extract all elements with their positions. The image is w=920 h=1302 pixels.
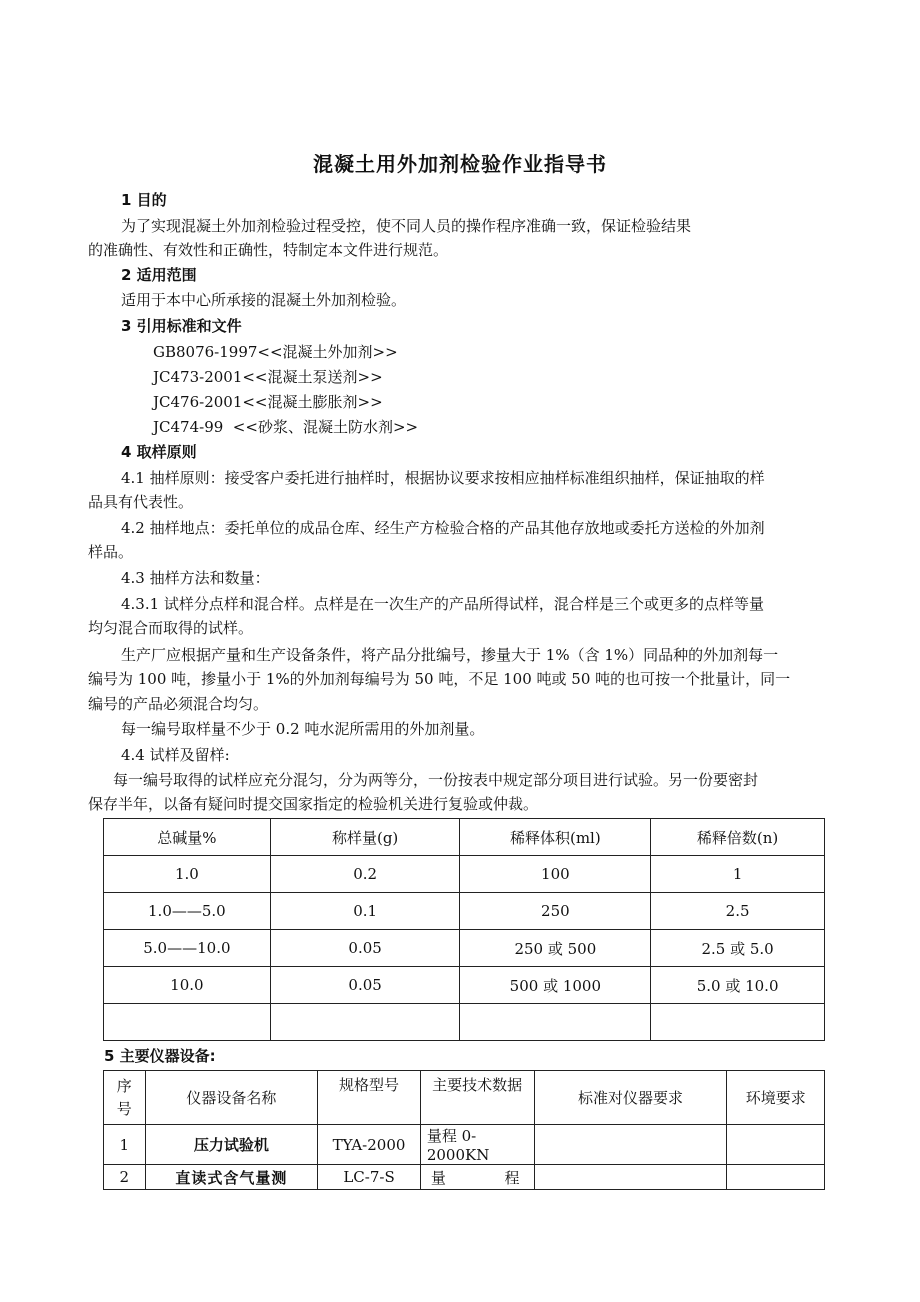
section-heading-sampling: 4 取样原则	[121, 443, 197, 461]
seq-header-top: 序	[116, 1076, 132, 1095]
table-cell	[651, 1004, 825, 1041]
table-row	[104, 893, 825, 930]
table-cell: 2.5	[651, 893, 825, 930]
table-header-cell: 规格型号	[318, 1071, 421, 1125]
paragraph: 编号为 100 吨，掺量小于 1%的外加剂每编号为 50 吨，不足 100 吨或 50 吨的也可按一个批量计，同一	[88, 670, 791, 688]
paragraph: 均匀混合而取得的试样。	[88, 619, 254, 637]
table-cell: 压力试验机	[145, 1125, 318, 1165]
paragraph: 4.1 抽样原则：接受客户委托进行抽样时，根据协议要求按相应抽样标准组织抽样，保证抽取的样	[121, 469, 765, 487]
table-cell: 2	[104, 1165, 146, 1190]
table-row	[104, 1004, 825, 1041]
paragraph: 4.3 抽样方法和数量：	[121, 569, 270, 587]
spec-part: 量	[430, 1168, 446, 1187]
spec-spread	[421, 1167, 534, 1188]
table-row	[104, 1165, 825, 1190]
table-header-cell: 环境要求	[727, 1071, 825, 1125]
table-cell: 1.0——5.0	[104, 893, 271, 930]
paragraph: 样品。	[88, 543, 134, 561]
table-cell: LC-7-S	[318, 1165, 421, 1190]
table-cell	[534, 1165, 727, 1190]
table-cell	[727, 1165, 825, 1190]
reference-item: GB8076-1997<<混凝土外加剂>>	[153, 343, 398, 361]
table-cell: 0.2	[270, 856, 460, 893]
table-row	[104, 1125, 825, 1165]
table-header-cell: 标准对仪器要求	[534, 1071, 727, 1125]
paragraph: 4.3.1 试样分点样和混合样。点样是在一次生产的产品所得试样，混合样是三个或更多的点样等量	[121, 595, 764, 613]
page-title: 混凝土用外加剂检验作业指导书	[313, 152, 607, 176]
table-header-cell: 稀释体积(ml)	[460, 819, 651, 856]
reference-item: JC474-99 <<砂浆、混凝土防水剂>>	[153, 418, 419, 436]
table-cell: 5.0 或 10.0	[651, 967, 825, 1004]
table-cell: 2.5 或 5.0	[651, 930, 825, 967]
table-row	[104, 967, 825, 1004]
table-cell: TYA-2000	[318, 1125, 421, 1165]
table-cell	[460, 1004, 651, 1041]
paragraph: 每一编号取得的试样应充分混匀，分为两等分，一份按表中规定部分项目进行试验。另一份要密封	[113, 771, 759, 789]
table-cell: 5.0——10.0	[104, 930, 271, 967]
table-cell: 1	[651, 856, 825, 893]
table-header-cell: 主要技术数据	[420, 1071, 534, 1125]
reference-item: JC473-2001<<混凝土泵送剂>>	[153, 368, 383, 386]
spec-part: 程	[504, 1168, 520, 1187]
reference-item: JC476-2001<<混凝土膨胀剂>>	[153, 393, 383, 411]
section-heading-references: 3 引用标准和文件	[121, 317, 242, 335]
paragraph: 每一编号取样量不少于 0.2 吨水泥所需用的外加剂量。	[121, 720, 485, 738]
paragraph: 4.4 试样及留样:	[121, 746, 230, 764]
section-heading-scope: 2 适用范围	[121, 266, 197, 284]
table-header-cell: 仪器设备名称	[145, 1071, 318, 1125]
paragraph: 为了实现混凝土外加剂检验过程受控，使不同人员的操作程序准确一致，保证检验结果	[121, 217, 692, 235]
table-cell: 1	[104, 1125, 146, 1165]
table-header-cell-seq	[104, 1071, 146, 1125]
table-header-cell: 稀释倍数(n)	[651, 819, 825, 856]
table-cell: 直读式含气量测	[145, 1165, 318, 1190]
paragraph: 的准确性、有效性和正确性，特制定本文件进行规范。	[88, 241, 449, 259]
paragraph: 保存半年，以备有疑问时提交国家指定的检验机关进行复验或仲裁。	[88, 795, 539, 813]
dilution-table	[103, 818, 825, 1041]
table-cell: 500 或 1000	[460, 967, 651, 1004]
table-cell	[104, 1004, 271, 1041]
table-cell	[534, 1125, 727, 1165]
table-cell: 250 或 500	[460, 930, 651, 967]
table-cell: 0.05	[270, 967, 460, 1004]
table-cell	[727, 1125, 825, 1165]
table-header-cell: 称样量(g)	[270, 819, 460, 856]
paragraph: 品具有代表性。	[88, 493, 194, 511]
table-header-row	[104, 819, 825, 856]
table-cell: 1.0	[104, 856, 271, 893]
table-cell: 100	[460, 856, 651, 893]
section-heading-purpose: 1 目的	[121, 191, 167, 209]
table-cell: 10.0	[104, 967, 271, 1004]
table-cell: 0.1	[270, 893, 460, 930]
section-heading-equipment: 5 主要仪器设备:	[104, 1047, 216, 1065]
table-row	[104, 930, 825, 967]
seq-header-bottom: 号	[116, 1099, 132, 1118]
paragraph: 适用于本中心所承接的混凝土外加剂检验。	[121, 291, 407, 309]
table-cell: 量程 0-2000KN	[420, 1125, 534, 1165]
paragraph: 4.2 抽样地点：委托单位的成品仓库、经生产方检验合格的产品其他存放地或委托方送检的外加剂	[121, 519, 765, 537]
table-cell	[270, 1004, 460, 1041]
table-cell: 0.05	[270, 930, 460, 967]
paragraph: 生产厂应根据产量和生产设备条件，将产品分批编号，掺量大于 1%（含 1%）同品种的外加剂每一	[121, 646, 779, 664]
paragraph: 编号的产品必须混合均匀。	[88, 695, 269, 713]
table-header-row	[104, 1071, 825, 1125]
equipment-table	[103, 1070, 825, 1190]
table-row	[104, 856, 825, 893]
table-header-cell: 总碱量%	[104, 819, 271, 856]
table-cell: 250	[460, 893, 651, 930]
table-cell	[420, 1165, 534, 1190]
